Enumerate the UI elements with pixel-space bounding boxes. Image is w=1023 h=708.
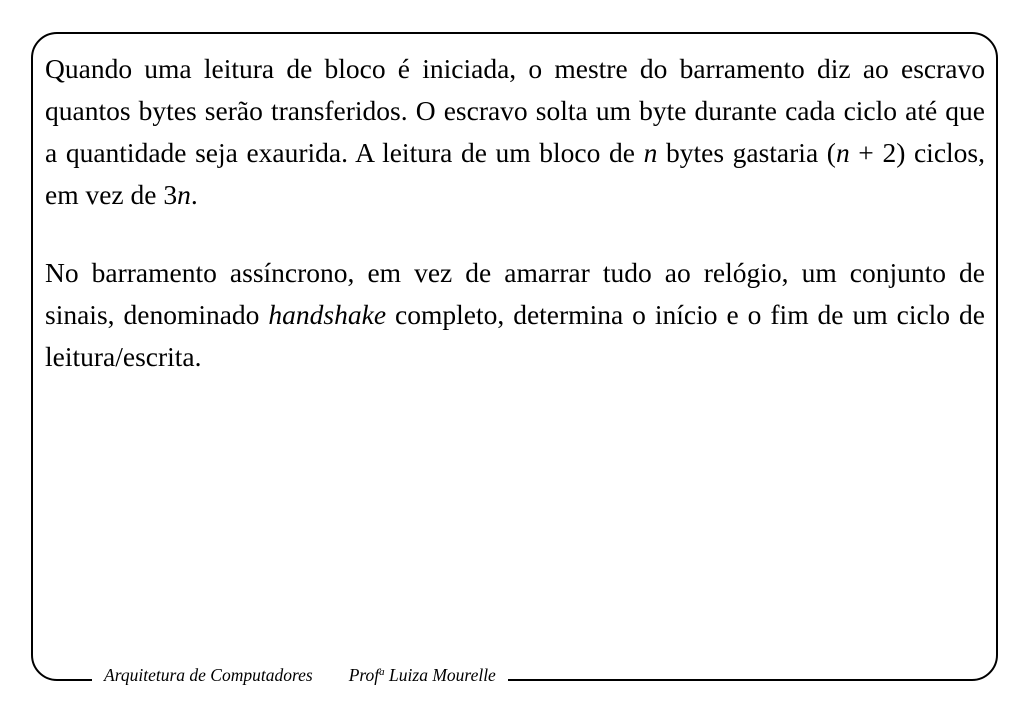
footer bbox=[92, 662, 508, 688]
p1-text-2: bytes gastaria ( bbox=[657, 137, 836, 168]
paragraph-1 bbox=[45, 48, 985, 216]
footer-course: Arquitetura de Computadores bbox=[104, 665, 313, 685]
p1-text-1: Quando uma leitura de bloco é iniciada, o mestre do barramento diz ao escravo quantos bytes serão transferidos. O escravo solta um byte durante cada ciclo até que a quantidade seja exaurida. A leitura de um bloco de bbox=[45, 53, 985, 168]
p2-text-1: No barramento assíncrono, em vez de amarrar tudo ao relógio, um conjunto de sinais, denominado bbox=[45, 257, 985, 330]
p1-italic-n-2: n bbox=[835, 137, 850, 168]
paragraph-2 bbox=[45, 252, 985, 378]
p1-italic-n-1: n bbox=[643, 137, 658, 168]
footer-professor-superscript: a bbox=[379, 666, 385, 678]
p2-italic-handshake: handshake bbox=[268, 299, 387, 330]
footer-professor-prefix: Prof bbox=[348, 665, 380, 685]
slide-body bbox=[45, 48, 985, 378]
p1-text-4: . bbox=[190, 179, 198, 210]
footer-professor-name: Luiza Mourelle bbox=[384, 665, 496, 685]
p1-italic-n-3: n bbox=[177, 179, 191, 210]
p2-text-2: completo, determina o início e o fim de um ciclo de leitura/escrita. bbox=[45, 299, 985, 372]
p1-text-3: + 2) ciclos, em vez de 3 bbox=[45, 137, 985, 210]
